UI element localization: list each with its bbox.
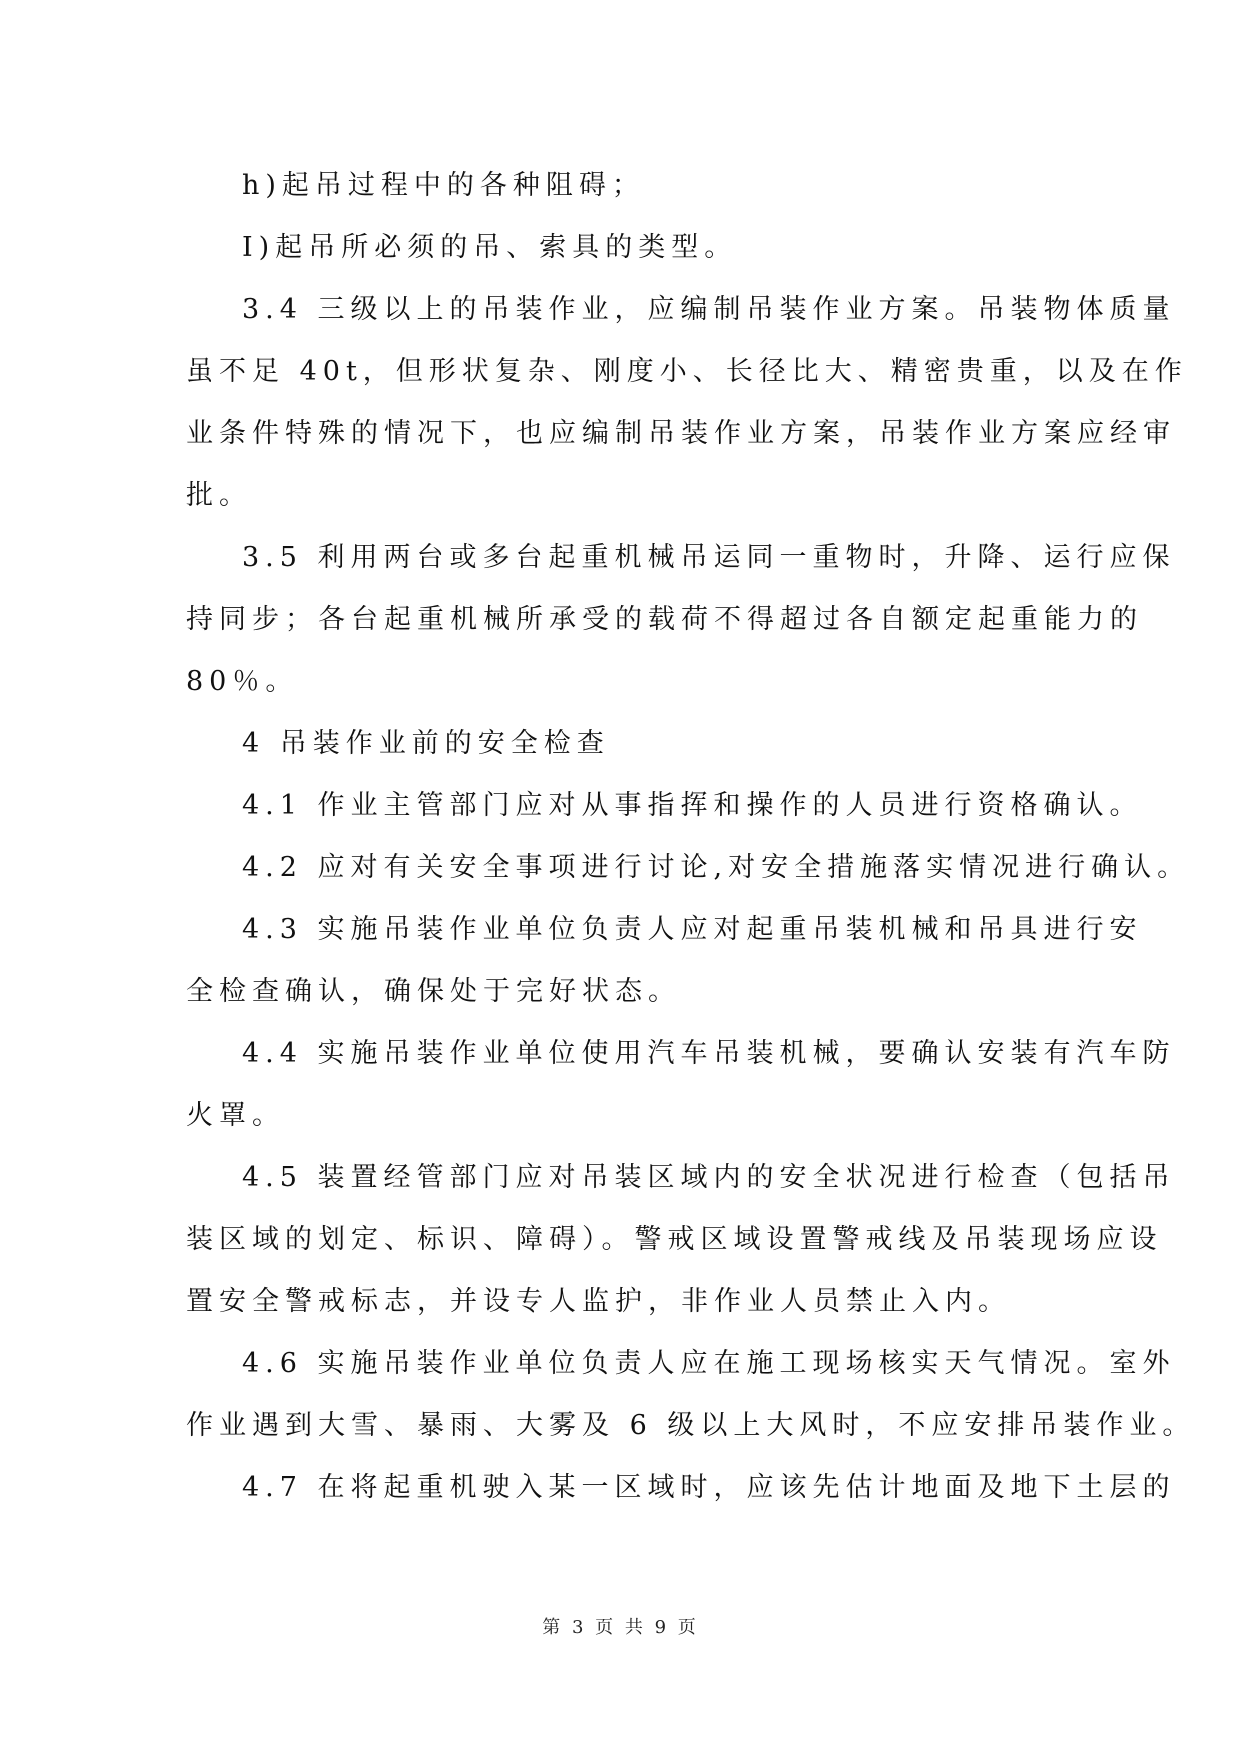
text-line: 3.5 利用两台或多台起重机械吊运同一重物时，升降、运行应保 (242, 542, 1176, 573)
text-line: 4.6 实施吊装作业单位负责人应在施工现场核实天气情况。室外 (242, 1348, 1176, 1379)
text-line: 4.1 作业主管部门应对从事指挥和操作的人员进行资格确认。 (242, 790, 1143, 821)
text-line: 4.3 实施吊装作业单位负责人应对起重吊装机械和吊具进行安 (242, 914, 1143, 945)
text-line: 装区域的划定、标识、障碍）。警戒区域设置警戒线及吊装现场应设 (186, 1224, 1163, 1255)
text-line: 3.4 三级以上的吊装作业，应编制吊装作业方案。吊装物体质量 (242, 294, 1176, 325)
text-line: 4.4 实施吊装作业单位使用汽车吊装机械，要确认安装有汽车防 (242, 1038, 1176, 1069)
text-line: 4.2 应对有关安全事项进行讨论,对安全措施落实情况进行确认。 (242, 852, 1191, 883)
text-line: 80％。 (186, 666, 299, 697)
text-line: 持同步；各台起重机械所承受的载荷不得超过各自额定起重能力的 (186, 604, 1143, 635)
text-line: 虽不足 40t，但形状复杂、刚度小、长径比大、精密贵重，以及在作 (186, 356, 1188, 387)
text-line: 全检查确认，确保处于完好状态。 (186, 976, 681, 1007)
text-line: 4.7 在将起重机驶入某一区域时，应该先估计地面及地下土层的 (242, 1472, 1176, 1503)
text-line: 批。 (186, 480, 252, 511)
text-line: 作业遇到大雪、暴雨、大雾及 6 级以上大风时，不应安排吊装作业。 (186, 1410, 1196, 1441)
text-line: 置安全警戒标志，并设专人监护，非作业人员禁止入内。 (186, 1286, 1011, 1317)
text-line: I)起吊所必须的吊、索具的类型。 (242, 232, 738, 263)
text-line: 4 吊装作业前的安全检查 (242, 728, 610, 759)
text-line: h)起吊过程中的各种阻碍； (242, 170, 645, 201)
document-body (186, 155, 1196, 1519)
text-line: 火罩。 (186, 1100, 285, 1131)
text-line: 4.5 装置经管部门应对吊装区域内的安全状况进行检查（包括吊 (242, 1162, 1176, 1193)
page-footer: 第 3 页 共 9 页 (542, 1617, 699, 1638)
text-line: 业条件特殊的情况下，也应编制吊装作业方案，吊装作业方案应经审 (186, 418, 1176, 449)
